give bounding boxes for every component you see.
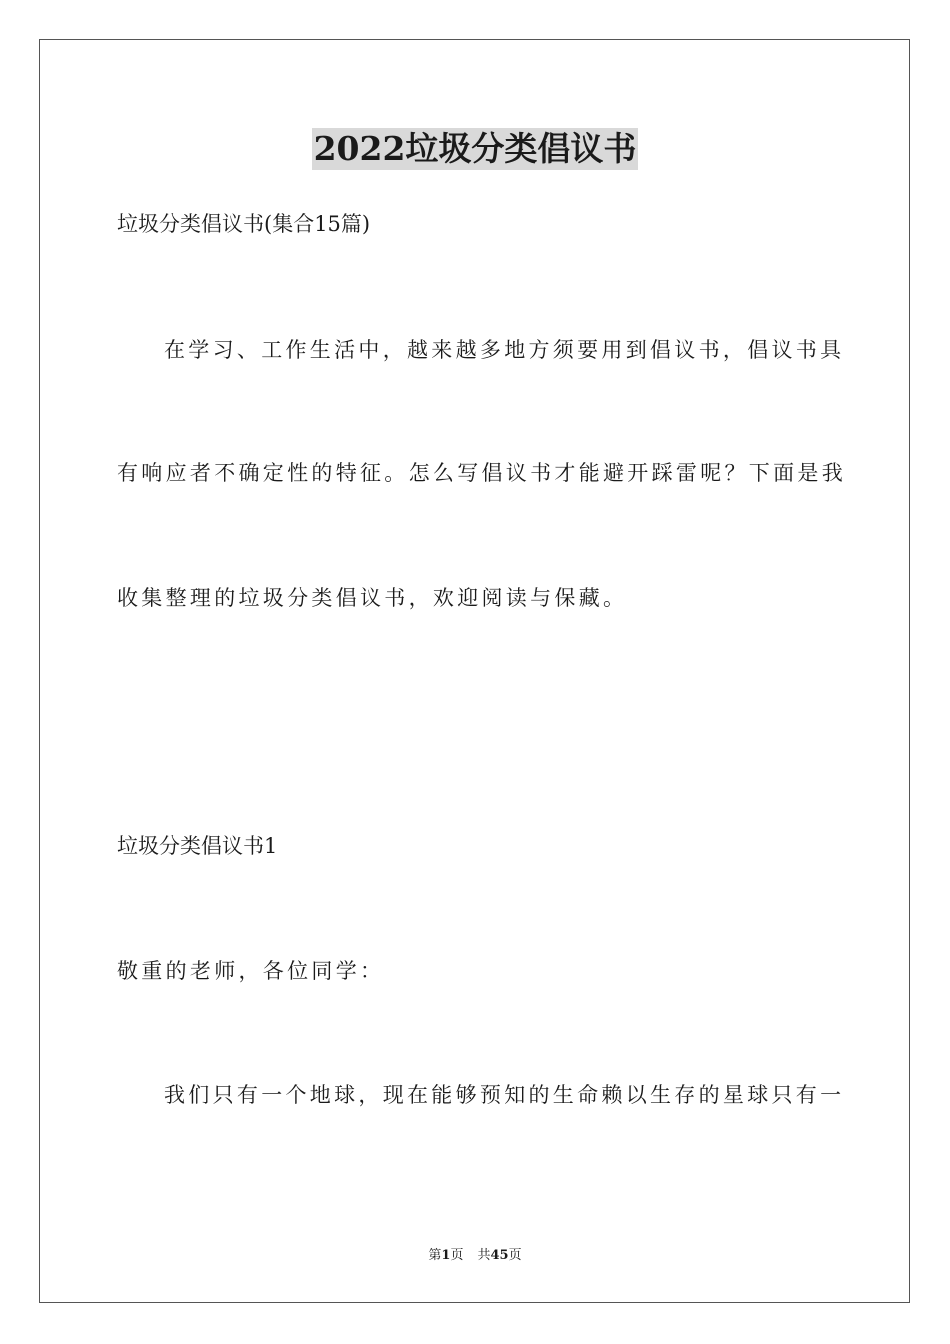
footer-page-unit: 页: [450, 1248, 464, 1263]
intro-line-2: 有响应者不确定性的特征。怎么写倡议书才能避开踩雷呢？下面是我: [117, 461, 846, 485]
title-container: [0, 128, 950, 170]
footer-total-prefix: 共: [477, 1248, 491, 1263]
footer-total-pages: 45: [490, 1248, 509, 1263]
salutation: 敬重的老师，各位同学：: [117, 959, 385, 983]
document-title: 2022垃圾分类倡议书: [313, 129, 637, 168]
footer-page-prefix: 第: [428, 1248, 442, 1263]
body-line-1: 我们只有一个地球，现在能够预知的生命赖以生存的星球只有一: [164, 1083, 845, 1107]
footer-total-unit: 页: [508, 1248, 522, 1263]
page-footer: [0, 1247, 950, 1265]
section-heading: 垃圾分类倡议书1: [117, 834, 278, 858]
intro-line-3: 收集整理的垃圾分类倡议书，欢迎阅读与保藏。: [117, 586, 628, 610]
intro-line-1: 在学习、工作生活中，越来越多地方须要用到倡议书，倡议书具: [164, 338, 845, 362]
footer-page-number: 1: [441, 1248, 451, 1263]
document-subtitle: 垃圾分类倡议书(集合15篇): [117, 212, 371, 236]
